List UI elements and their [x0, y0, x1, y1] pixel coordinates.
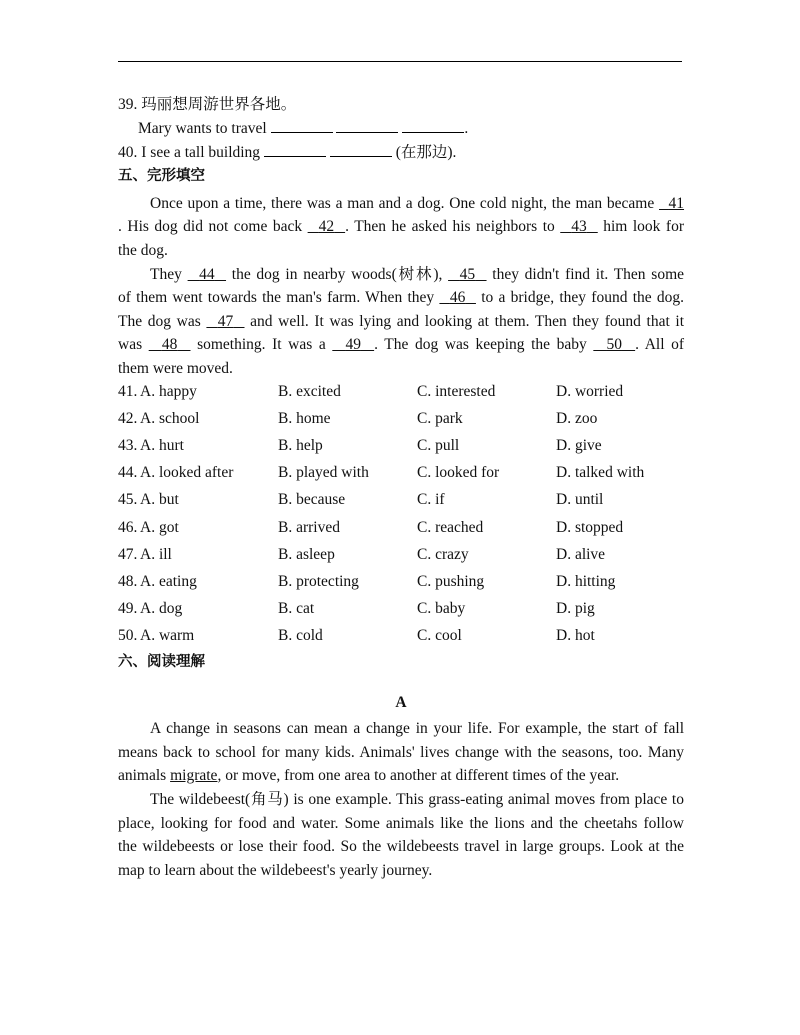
- cloze-p2-line1: [118, 263, 684, 287]
- blank-number: 48: [161, 336, 178, 353]
- reading-p1-line3: [118, 764, 684, 788]
- question-number: 48.: [118, 572, 138, 590]
- cloze-text: they didn't find it. Then some: [492, 266, 685, 283]
- choice-a[interactable]: A. school: [140, 410, 200, 428]
- cloze-p2-line3: [118, 310, 684, 334]
- answer-blank[interactable]: [402, 117, 464, 133]
- cloze-blank-45: [448, 266, 486, 283]
- cloze-p2-line2: [118, 286, 684, 310]
- option-row: [118, 597, 684, 621]
- question-number: 44.: [118, 464, 138, 482]
- reading-text: animals: [118, 767, 167, 784]
- reading-p2-line3: the wildebeests or lose their food. So the wildebeests travel in large groups. Look at the: [118, 838, 684, 855]
- header-rule: [118, 61, 682, 62]
- choice-b[interactable]: B. excited: [278, 383, 341, 400]
- question-number: 41.: [118, 383, 138, 400]
- choice-d[interactable]: D. zoo: [556, 410, 598, 428]
- option-row: [118, 543, 684, 567]
- cloze-text: him look for: [603, 218, 684, 235]
- choice-d[interactable]: D. alive: [556, 545, 606, 563]
- blank-number: 50: [606, 336, 622, 353]
- choice-b[interactable]: B. played with: [278, 464, 369, 482]
- choice-c[interactable]: C. pushing: [417, 572, 485, 590]
- question-number: 45.: [118, 491, 138, 509]
- choice-b[interactable]: B. protecting: [278, 572, 359, 590]
- choice-b[interactable]: B. cat: [278, 599, 315, 617]
- choice-b[interactable]: B. asleep: [278, 545, 335, 563]
- question-number: 42.: [118, 410, 138, 428]
- choice-c[interactable]: C. park: [417, 410, 463, 428]
- blank-number: 42: [318, 218, 335, 235]
- blank-number: 49: [345, 336, 361, 353]
- cloze-text: of them went towards the man's farm. When they: [118, 289, 435, 306]
- choice-a[interactable]: A. looked after: [140, 464, 234, 482]
- option-row: [118, 461, 684, 485]
- choice-c[interactable]: C. crazy: [417, 545, 469, 563]
- cloze-blank-50: [593, 336, 635, 353]
- question-number: 47.: [118, 545, 138, 563]
- q40-text: 40. I see a tall building: [118, 144, 261, 161]
- cloze-text: . The dog was keeping the baby: [374, 336, 587, 353]
- cloze-blank-41: [659, 195, 684, 212]
- choice-a[interactable]: A. ill: [140, 545, 172, 563]
- cloze-text: . All of: [635, 336, 685, 353]
- choice-a[interactable]: A. but: [140, 491, 179, 509]
- choice-a[interactable]: A. got: [140, 518, 179, 536]
- option-row: [118, 570, 684, 594]
- choice-b[interactable]: B. because: [278, 491, 346, 509]
- choice-d[interactable]: D. give: [556, 437, 602, 455]
- answer-blank[interactable]: [330, 141, 392, 157]
- cloze-text: was: [118, 336, 143, 353]
- choice-d[interactable]: D. talked with: [556, 464, 645, 482]
- cloze-p2-line5: them were moved.: [118, 360, 233, 377]
- blank-number: 44: [199, 266, 215, 283]
- section6-heading: 六、阅读理解: [118, 654, 205, 670]
- cloze-text: . Then he asked his neighbors to: [345, 218, 555, 235]
- cloze-p1-line1: [118, 192, 684, 216]
- blank-number: 46: [449, 289, 466, 306]
- choice-c[interactable]: C. pull: [417, 437, 460, 455]
- reading-p1-line1: A change in seasons can mean a change in your life. For example, the start of fall: [150, 720, 684, 737]
- choice-b[interactable]: B. cold: [278, 626, 323, 644]
- q39-end: .: [464, 120, 469, 137]
- question-number: 43.: [118, 437, 138, 455]
- answer-blank[interactable]: [271, 117, 333, 133]
- q39-sentence: [118, 117, 684, 141]
- cloze-text: something. It was a: [197, 336, 326, 353]
- question-number: 46.: [118, 518, 138, 536]
- choice-d[interactable]: D. until: [556, 491, 604, 509]
- cloze-blank-49: [332, 336, 374, 353]
- option-row: [118, 380, 684, 404]
- choice-d[interactable]: D. hot: [556, 626, 595, 644]
- option-row: [118, 624, 684, 648]
- cloze-p1-line3: the dog.: [118, 242, 168, 259]
- choice-a[interactable]: A. hurt: [140, 437, 184, 455]
- answer-blank[interactable]: [264, 141, 326, 157]
- choice-b[interactable]: B. arrived: [278, 518, 340, 536]
- cloze-p1-line2: [118, 215, 684, 239]
- cloze-blank-42: [308, 218, 346, 235]
- choice-c[interactable]: C. interested: [417, 383, 496, 400]
- choice-d[interactable]: D. worried: [556, 383, 624, 400]
- q39-prompt: 39. 玛丽想周游世界各地。: [118, 96, 297, 113]
- section5-heading: 五、完形填空: [118, 168, 205, 184]
- choice-b[interactable]: B. help: [278, 437, 323, 455]
- choice-a[interactable]: A. eating: [140, 572, 197, 590]
- cloze-text: The dog was: [118, 313, 201, 330]
- option-row: [118, 407, 684, 431]
- choice-c[interactable]: C. looked for: [417, 464, 500, 482]
- cloze-text: Once upon a time, there was a man and a dog. One cold night, the man became: [150, 195, 655, 212]
- choice-b[interactable]: B. home: [278, 410, 331, 428]
- choice-a[interactable]: A. dog: [140, 599, 183, 617]
- cloze-text: to a bridge, they found the dog.: [481, 289, 685, 306]
- reading-p2-line2: place, looking for food and water. Some animals like the lions and the cheetahs follow: [118, 815, 684, 832]
- choice-d[interactable]: D. pig: [556, 599, 595, 617]
- choice-c[interactable]: C. cool: [417, 626, 462, 644]
- cloze-p2-line4: [118, 333, 684, 357]
- question-number: 49.: [118, 599, 138, 617]
- reading-p2-line4: map to learn about the wildebeest's yearly journey.: [118, 862, 433, 879]
- reading-text: , or move, from one area to another at different times of the year.: [217, 767, 620, 784]
- option-row: [118, 488, 684, 512]
- reading-p2-line1: The wildebeest(角马) is one example. This grass-eating animal moves from place to: [150, 791, 684, 808]
- choice-c[interactable]: C. baby: [417, 599, 466, 617]
- q40-hint: (在那边).: [395, 144, 457, 161]
- underlined-word-migrate: migrate: [170, 767, 218, 784]
- choice-d[interactable]: D. hitting: [556, 572, 616, 590]
- blank-number: 45: [459, 266, 476, 283]
- reading-p1-line2: means back to school for many kids. Animals' lives change with the seasons, too. Many: [118, 744, 684, 761]
- cloze-blank-47: [206, 313, 244, 330]
- option-row: [118, 516, 684, 540]
- choice-c[interactable]: C. if: [417, 491, 445, 509]
- answer-blank[interactable]: [336, 117, 398, 133]
- q39-text: Mary wants to travel: [138, 120, 267, 137]
- cloze-text: They: [150, 266, 182, 283]
- question-number: 50.: [118, 626, 138, 644]
- cloze-blank-43: [560, 218, 598, 235]
- cloze-text: and well. It was lying and looking at them. Then they found that it: [250, 313, 685, 330]
- choice-c[interactable]: C. reached: [417, 518, 484, 536]
- blank-number: 43: [571, 218, 587, 235]
- cloze-blank-44: [188, 266, 226, 283]
- blank-number: 47: [217, 313, 234, 330]
- choice-d[interactable]: D. stopped: [556, 518, 624, 536]
- passage-label: A: [395, 694, 407, 711]
- cloze-text: the dog in nearby woods(树林),: [231, 266, 443, 283]
- choice-a[interactable]: A. warm: [140, 626, 195, 644]
- blank-number: 41: [668, 195, 685, 212]
- choice-a[interactable]: A. happy: [140, 383, 197, 400]
- cloze-text: . His dog did not come back: [118, 218, 303, 235]
- q40-sentence: [118, 141, 684, 165]
- cloze-blank-46: [439, 289, 476, 306]
- cloze-blank-48: [149, 336, 191, 353]
- option-row: [118, 434, 684, 458]
